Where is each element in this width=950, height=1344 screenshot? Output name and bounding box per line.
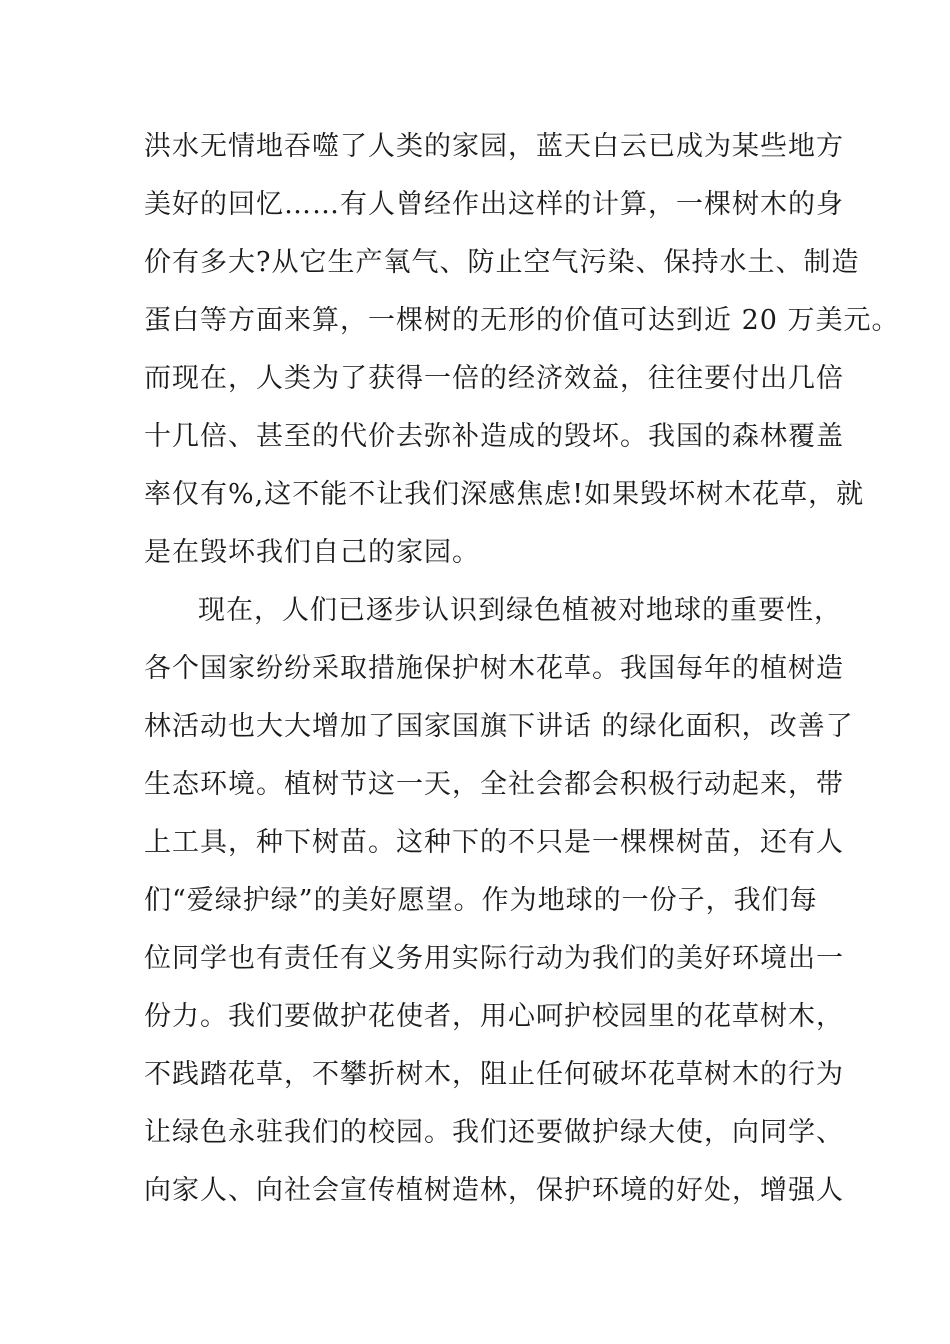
text-line: 让绿色永驻我们的校园。我们还要做护绿大使，向同学、 (144, 1117, 844, 1148)
paragraph-2 (144, 582, 854, 1220)
document-body (144, 118, 900, 1220)
paragraph-1 (144, 118, 900, 582)
text-line: 率仅有%,这不能不让我们深感焦虑!如果毁坏树木花草，就 (144, 479, 865, 510)
text-line: 不践踏花草，不攀折树木，阻止任何破坏花草树木的行为 (144, 1059, 844, 1090)
text-line: 而现在，人类为了获得一倍的经济效益，往往要付出几倍 (144, 363, 844, 394)
text-line: 向家人、向社会宣传植树造林，保护环境的好处，增强人 (144, 1175, 844, 1206)
text-line: 上工具，种下树苗。这种下的不只是一棵棵树苗，还有人 (144, 827, 844, 858)
text-line: 份力。我们要做护花使者，用心呵护校园里的花草树木， (144, 1001, 844, 1032)
text-line: 林活动也大大增加了国家国旗下讲话 的绿化面积，改善了 (144, 711, 854, 742)
text-line: 美好的回忆……有人曾经作出这样的计算，一棵树木的身 (144, 189, 844, 220)
text-line: 现在，人们已逐步认识到绿色植被对地球的重要性， (198, 595, 842, 626)
text-line: 位同学也有责任有义务用实际行动为我们的美好环境出一 (144, 943, 844, 974)
text-line: 生态环境。植树节这一天，全社会都会积极行动起来，带 (144, 769, 844, 800)
text-line: 们“爱绿护绿”的美好愿望。作为地球的一份子，我们每 (144, 885, 818, 916)
text-line: 洪水无情地吞噬了人类的家园，蓝天白云已成为某些地方 (144, 131, 844, 162)
text-line: 各个国家纷纷采取措施保护树木花草。我国每年的植树造 (144, 653, 844, 684)
text-line: 价有多大?从它生产氧气、防止空气污染、保持水土、制造 (144, 247, 860, 278)
text-line: 十几倍、甚至的代价去弥补造成的毁坏。我国的森林覆盖 (144, 421, 844, 452)
text-line: 蛋白等方面来算，一棵树的无形的价值可达到近 20 万美元。 (144, 305, 900, 336)
text-line: 是在毁坏我们自己的家园。 (144, 537, 480, 568)
